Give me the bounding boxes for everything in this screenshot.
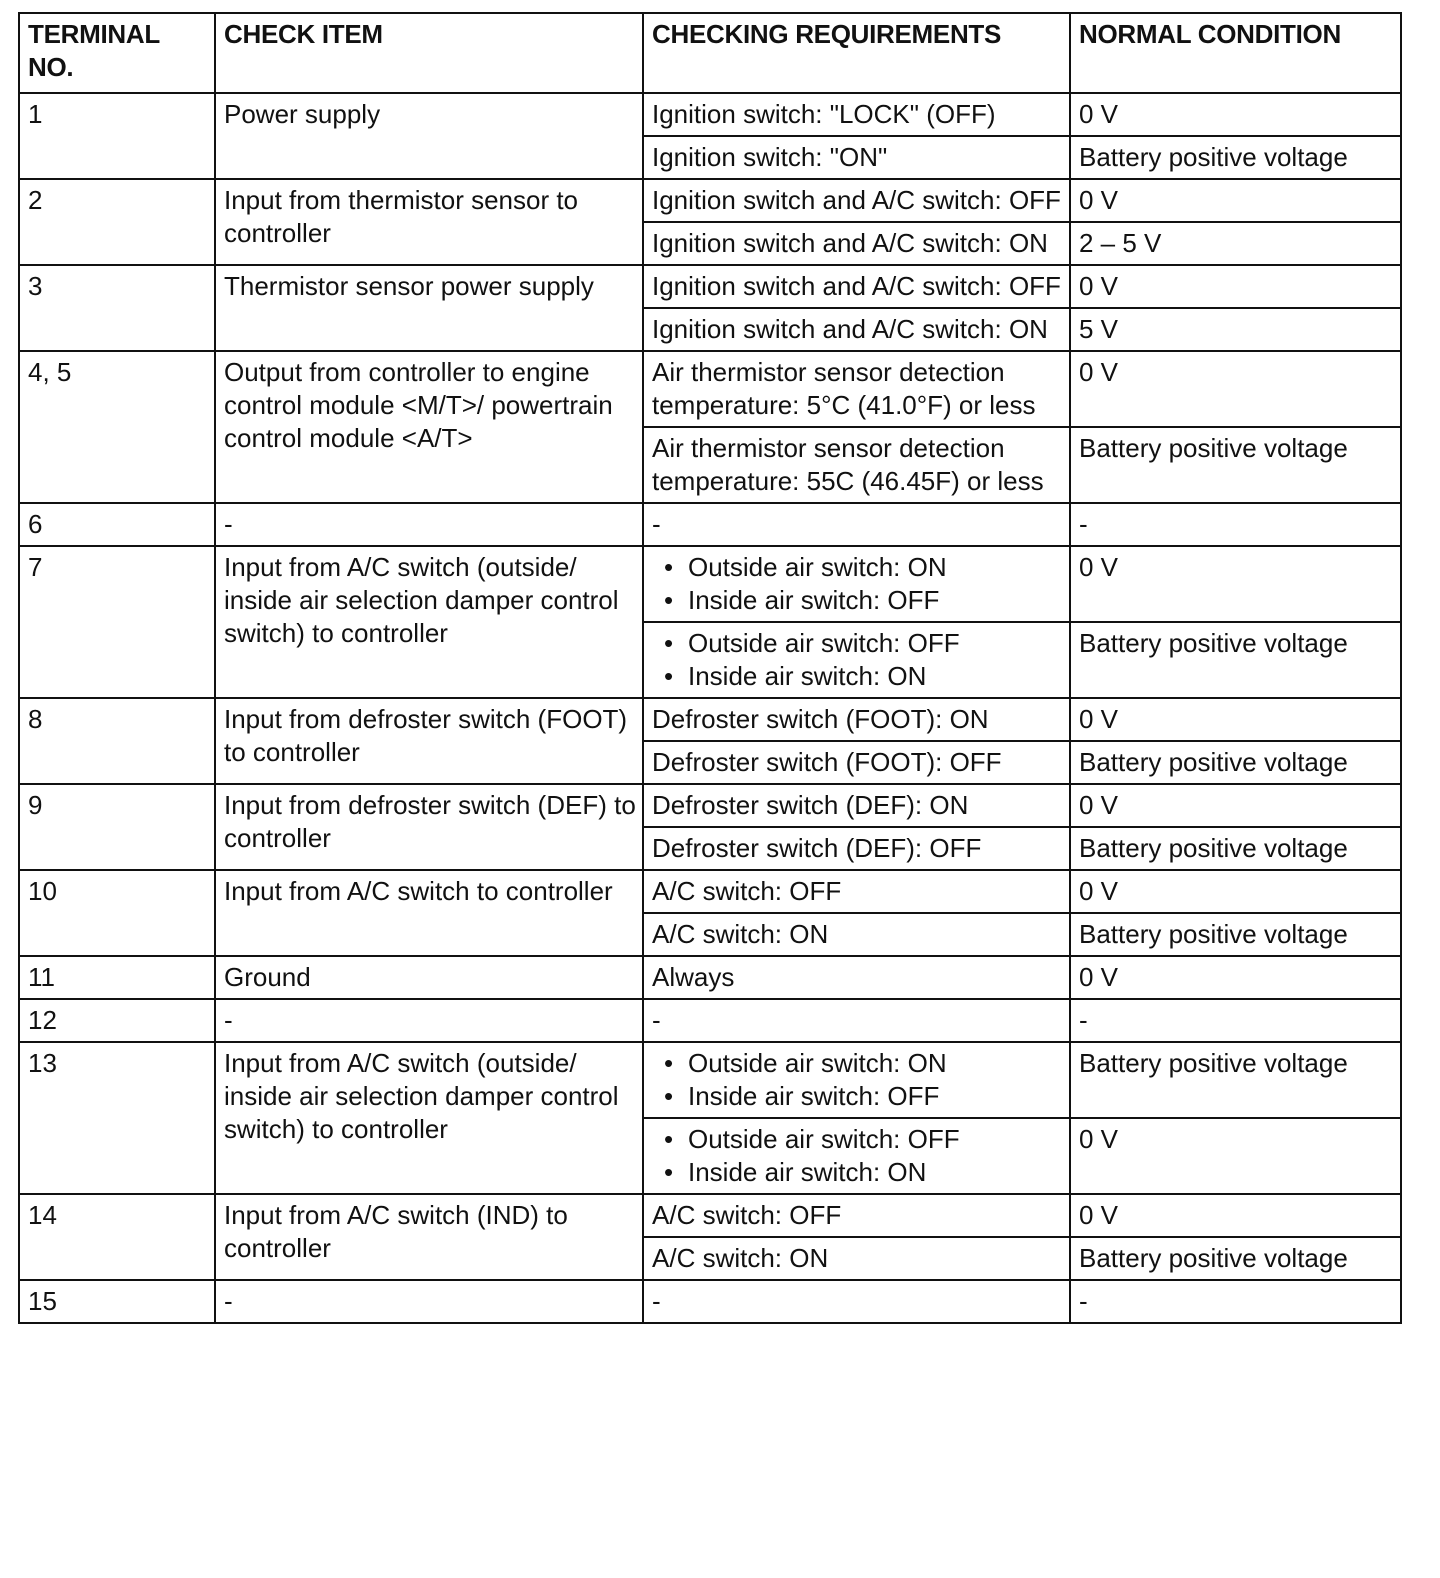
table-row [19,179,1401,222]
table-row [19,93,1401,136]
terminal-number-cell: 2 [19,179,215,265]
normal-condition-cell: - [1070,999,1401,1042]
checking-requirement-cell: A/C switch: OFF [643,870,1070,913]
checking-requirement-cell: - [643,1280,1070,1323]
terminal-number-cell: 10 [19,870,215,956]
checking-requirement-cell: A/C switch: ON [643,1237,1070,1280]
table-row [19,956,1401,999]
normal-condition-cell: 0 V [1070,1194,1401,1237]
normal-condition-cell: 0 V [1070,546,1401,622]
terminal-number-cell: 7 [19,546,215,698]
checking-requirement-cell: Ignition switch: "ON" [643,136,1070,179]
requirement-bullet-item: • Outside air switch: OFF [658,627,1063,660]
check-item-cell: Input from A/C switch (outside/ inside air selection damper control switch) to controller [215,1042,643,1194]
check-item-cell: - [215,1280,643,1323]
normal-condition-cell: - [1070,503,1401,546]
normal-condition-cell: 0 V [1070,698,1401,741]
table-row [19,698,1401,741]
header-checking-requirements: CHECKING REQUIREMENTS [643,13,1070,93]
normal-condition-cell: Battery positive voltage [1070,1237,1401,1280]
check-item-cell: Input from A/C switch (IND) to controller [215,1194,643,1280]
checking-requirement-cell: Defroster switch (FOOT): ON [643,698,1070,741]
terminal-number-cell: 12 [19,999,215,1042]
check-item-cell: - [215,503,643,546]
requirement-bullet-list [652,627,1063,693]
table-body [19,93,1401,1323]
check-item-cell: - [215,999,643,1042]
requirement-bullet-item: • Inside air switch: OFF [658,1080,1063,1113]
normal-condition-cell: 0 V [1070,1118,1401,1194]
table-row [19,546,1401,622]
table-row [19,1194,1401,1237]
normal-condition-cell: 0 V [1070,784,1401,827]
checking-requirement-cell: A/C switch: OFF [643,1194,1070,1237]
terminal-number-cell: 8 [19,698,215,784]
requirement-bullet-item: • Outside air switch: ON [658,551,1063,584]
requirement-bullet-item: • Inside air switch: ON [658,660,1063,693]
terminal-check-table [18,12,1402,1324]
table-header [19,13,1401,93]
terminal-number-cell: 1 [19,93,215,179]
requirement-bullet-list [652,551,1063,617]
table-row [19,1280,1401,1323]
checking-requirement-cell: Always [643,956,1070,999]
checking-requirement-cell [643,622,1070,698]
normal-condition-cell: 0 V [1070,956,1401,999]
terminal-number-cell: 13 [19,1042,215,1194]
checking-requirement-cell: Defroster switch (DEF): OFF [643,827,1070,870]
terminal-number-cell: 15 [19,1280,215,1323]
normal-condition-cell: Battery positive voltage [1070,427,1401,503]
checking-requirement-cell [643,546,1070,622]
checking-requirement-cell: A/C switch: ON [643,913,1070,956]
check-item-cell: Input from thermistor sensor to controller [215,179,643,265]
normal-condition-cell: - [1070,1280,1401,1323]
requirement-bullet-list [652,1123,1063,1189]
table-row [19,503,1401,546]
table-row [19,999,1401,1042]
terminal-number-cell: 14 [19,1194,215,1280]
normal-condition-cell: Battery positive voltage [1070,827,1401,870]
normal-condition-cell: Battery positive voltage [1070,622,1401,698]
requirement-bullet-item: • Inside air switch: OFF [658,584,1063,617]
check-item-cell: Input from A/C switch to controller [215,870,643,956]
checking-requirement-cell: - [643,503,1070,546]
checking-requirement-cell: Air thermistor sensor detection temperature: 55C (46.45F) or less [643,427,1070,503]
check-item-cell: Thermistor sensor power supply [215,265,643,351]
normal-condition-cell: Battery positive voltage [1070,136,1401,179]
header-row [19,13,1401,93]
normal-condition-cell: 0 V [1070,93,1401,136]
check-item-cell: Output from controller to engine control module <M/T>/ powertrain control module <A/T> [215,351,643,503]
terminal-number-cell: 11 [19,956,215,999]
checking-requirement-cell: - [643,999,1070,1042]
header-check-item: CHECK ITEM [215,13,643,93]
normal-condition-cell: Battery positive voltage [1070,741,1401,784]
normal-condition-cell: Battery positive voltage [1070,913,1401,956]
normal-condition-cell: Battery positive voltage [1070,1042,1401,1118]
checking-requirement-cell: Defroster switch (FOOT): OFF [643,741,1070,784]
check-item-cell: Input from A/C switch (outside/ inside air selection damper control switch) to controller [215,546,643,698]
table-row [19,265,1401,308]
table-row [19,784,1401,827]
terminal-number-cell: 6 [19,503,215,546]
table-row [19,1042,1401,1118]
check-item-cell: Power supply [215,93,643,179]
terminal-check-table-container [18,12,1402,1324]
header-normal-condition: NORMAL CONDITION [1070,13,1401,93]
checking-requirement-cell: Air thermistor sensor detection temperature: 5°C (41.0°F) or less [643,351,1070,427]
normal-condition-cell: 2 – 5 V [1070,222,1401,265]
check-item-cell: Input from defroster switch (FOOT) to controller [215,698,643,784]
table-row [19,870,1401,913]
checking-requirement-cell: Ignition switch and A/C switch: ON [643,308,1070,351]
requirement-bullet-item: • Outside air switch: OFF [658,1123,1063,1156]
requirement-bullet-item: • Outside air switch: ON [658,1047,1063,1080]
checking-requirement-cell [643,1118,1070,1194]
terminal-number-cell: 4, 5 [19,351,215,503]
checking-requirement-cell: Ignition switch and A/C switch: OFF [643,265,1070,308]
normal-condition-cell: 5 V [1070,308,1401,351]
check-item-cell: Ground [215,956,643,999]
header-terminal-no: TERMINAL NO. [19,13,215,93]
checking-requirement-cell [643,1042,1070,1118]
terminal-number-cell: 9 [19,784,215,870]
requirement-bullet-item: • Inside air switch: ON [658,1156,1063,1189]
checking-requirement-cell: Ignition switch: "LOCK" (OFF) [643,93,1070,136]
normal-condition-cell: 0 V [1070,179,1401,222]
normal-condition-cell: 0 V [1070,351,1401,427]
normal-condition-cell: 0 V [1070,265,1401,308]
checking-requirement-cell: Defroster switch (DEF): ON [643,784,1070,827]
check-item-cell: Input from defroster switch (DEF) to controller [215,784,643,870]
table-row [19,351,1401,427]
checking-requirement-cell: Ignition switch and A/C switch: OFF [643,179,1070,222]
checking-requirement-cell: Ignition switch and A/C switch: ON [643,222,1070,265]
requirement-bullet-list [652,1047,1063,1113]
terminal-number-cell: 3 [19,265,215,351]
normal-condition-cell: 0 V [1070,870,1401,913]
